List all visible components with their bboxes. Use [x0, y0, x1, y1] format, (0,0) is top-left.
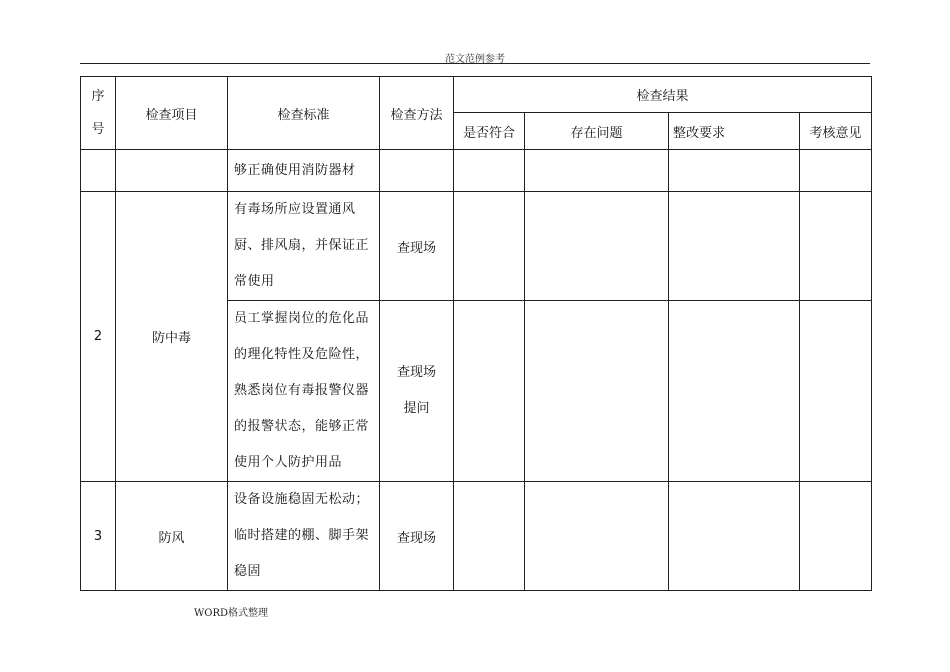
header-seq — [81, 77, 116, 150]
header-conform: 是否符合 — [454, 113, 525, 150]
row-3-assess — [800, 482, 872, 591]
method-line: 提问 — [403, 401, 430, 416]
standard-line: 常使用 — [234, 274, 275, 289]
header-item: 检查项目 — [116, 77, 228, 150]
continuation-seq — [81, 150, 116, 192]
standard-line: 设备设施稳固无松动； — [234, 492, 370, 507]
standard-line: 有毒场所应设置通风 — [234, 202, 356, 217]
standard-line: 员工掌握岗位的危化品 — [234, 311, 370, 326]
continuation-rectify — [669, 150, 800, 192]
row-2a-assess — [800, 192, 872, 301]
row-3-method: 查现场 — [380, 482, 454, 591]
row-2a-problem — [525, 192, 669, 301]
header-problem: 存在问题 — [525, 113, 669, 150]
header-standard: 检查标准 — [228, 77, 380, 150]
standard-line: 临时搭建的棚、脚手架 — [234, 528, 370, 543]
row-2b-problem — [525, 301, 669, 482]
standard-line: 的理化特性及危险性， — [234, 347, 370, 362]
page-footer: WORD格式整理 — [194, 608, 269, 619]
row-3-problem — [525, 482, 669, 591]
standard-line: 使用个人防护用品 — [234, 455, 343, 470]
continuation-problem — [525, 150, 669, 192]
method-line: 查现场 — [396, 365, 436, 380]
header-rectify: 整改要求 — [669, 113, 800, 150]
row-2b-rectify — [669, 301, 800, 482]
standard-line: 稳固 — [234, 564, 262, 579]
row-3-rectify — [669, 482, 800, 591]
row-2-seq: 2 — [81, 192, 116, 482]
row-3-standard — [228, 482, 380, 591]
row-3-item: 防风 — [116, 482, 228, 591]
standard-line: 厨、排风扇，并保证正 — [234, 238, 370, 253]
row-2a-standard — [228, 192, 380, 301]
continuation-assess — [800, 150, 872, 192]
continuation-method — [380, 150, 454, 192]
header-assess: 考核意见 — [800, 113, 872, 150]
row-3-seq: 3 — [81, 482, 116, 591]
continuation-standard: 够正确使用消防器材 — [228, 150, 380, 192]
header-rule — [80, 63, 870, 64]
continuation-conform — [454, 150, 525, 192]
inspection-table — [80, 76, 872, 591]
row-3-conform — [454, 482, 525, 591]
standard-line: 的报警状态，能够正常 — [234, 419, 370, 434]
row-2a-conform — [454, 192, 525, 301]
row-2b-method — [380, 301, 454, 482]
row-2-item: 防中毒 — [116, 192, 228, 482]
standard-line: 熟悉岗位有毒报警仪器 — [234, 383, 370, 398]
header-method: 检查方法 — [380, 77, 454, 150]
header-seq-line-2: 号 — [91, 122, 105, 137]
row-2b-standard — [228, 301, 380, 482]
row-2b-assess — [800, 301, 872, 482]
row-2b-conform — [454, 301, 525, 482]
row-2a-rectify — [669, 192, 800, 301]
page-header: 范文范例参考 — [445, 54, 505, 65]
header-seq-line-1: 序 — [91, 89, 105, 104]
header-result: 检查结果 — [454, 77, 872, 113]
continuation-item — [116, 150, 228, 192]
row-2a-method: 查现场 — [380, 192, 454, 301]
